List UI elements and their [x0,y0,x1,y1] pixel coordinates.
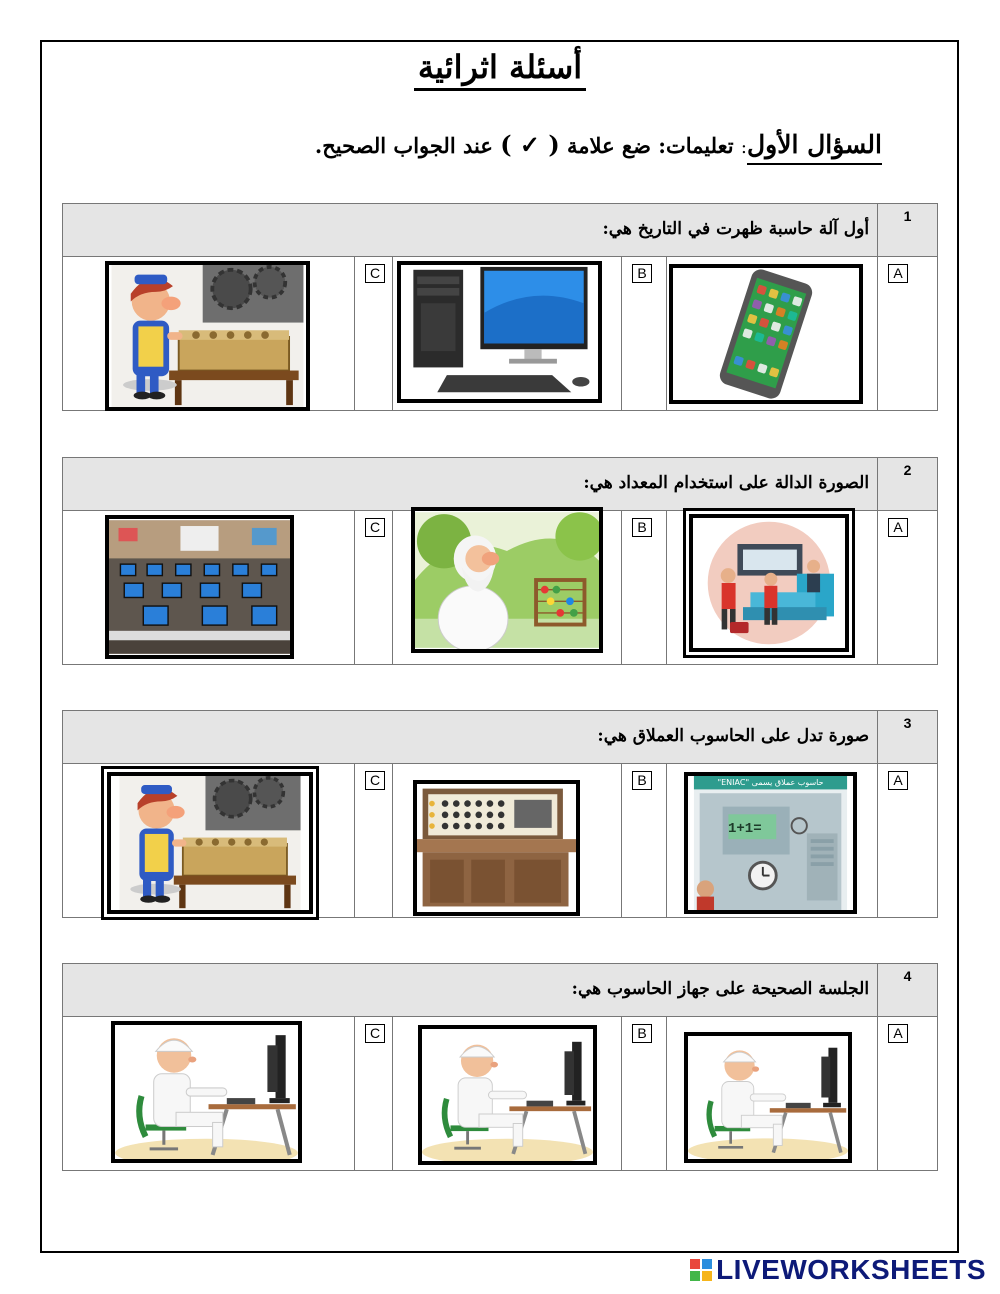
worksheet-title [0,48,1000,86]
eniac-illustration [688,776,853,910]
option-c-label[interactable]: C [365,264,385,283]
option-c-image-cell[interactable] [63,257,355,411]
option-a-check-cell[interactable] [878,257,938,411]
sitting-posture-image[interactable] [111,1021,302,1163]
eniac-caption: حاسوب عملاق يسمى "ENIAC" [717,778,824,787]
computer-lab-image[interactable] [105,515,294,659]
old-computer-console-illustration [417,784,576,912]
sitting-posture-illustration [422,1029,593,1161]
question-text-cell [63,964,878,1017]
options-row [63,511,938,665]
option-a-check-cell[interactable] [878,764,938,918]
liveworksheets-logo [690,1254,986,1286]
option-b-check-cell[interactable] [622,511,667,665]
instruction-line [315,130,882,159]
instruction-text: تعليمات: ضع علامة [567,133,734,158]
desktop-computer-image[interactable] [397,261,602,403]
option-a-label[interactable]: A [888,518,908,537]
options-row [63,764,938,918]
question-text-cell [63,711,878,764]
desktop-computer-illustration [401,265,598,399]
pascal-calculator-image[interactable] [107,772,313,914]
option-a-check-cell[interactable] [878,511,938,665]
question-text: أول آلة حاسبة ظهرت في التاريخ هي: [602,219,870,239]
option-a-image-cell[interactable] [667,764,878,918]
question-number: 2 [903,462,912,478]
option-b-image-cell[interactable] [393,764,622,918]
option-a-check-cell[interactable] [878,1017,938,1171]
options-row [63,1017,938,1171]
checkmark-icon: ( ✓ ) [500,130,560,159]
question-text: الصورة الدالة على استخدام المعداد هي: [583,473,870,493]
option-b-label[interactable]: B [632,1024,652,1043]
question-block-3 [62,710,938,918]
question-text: الجلسة الصحيحة على جهاز الحاسوب هي: [571,979,870,999]
option-b-check-cell[interactable] [622,257,667,411]
question-block-1 [62,203,938,411]
question-text: صورة تدل على الحاسوب العملاق هي: [597,726,870,746]
sitting-posture-image[interactable] [418,1025,597,1165]
option-a-label[interactable]: A [888,264,908,283]
question-number: 3 [903,715,912,731]
option-c-check-cell[interactable] [355,511,393,665]
question-label: السؤال الأول [747,130,882,165]
worksheet-title-text: أسئلة اثرائية [414,48,586,91]
question-header [63,964,938,1017]
option-a-image-cell[interactable] [667,511,878,665]
question-block-4 [62,963,938,1171]
option-a-label[interactable]: A [888,771,908,790]
question-header [63,458,938,511]
option-c-image-cell[interactable] [63,511,355,665]
airport-scanner-image[interactable] [689,514,849,652]
question-text-cell [63,458,878,511]
computer-lab-illustration [109,519,290,655]
abacus-elder-illustration [415,511,599,649]
option-b-image-cell[interactable] [393,1017,622,1171]
abacus-elder-image[interactable] [411,507,603,653]
eniac-image[interactable] [684,772,857,914]
option-b-label[interactable]: B [632,518,652,537]
question-number-cell [878,711,938,764]
option-a-image-cell[interactable] [667,257,878,411]
option-c-label[interactable]: C [365,518,385,537]
question-header [63,204,938,257]
pascal-calculator-image[interactable] [105,261,310,411]
option-b-image-cell[interactable] [393,511,622,665]
question-text-cell [63,204,878,257]
question-number: 4 [903,968,912,984]
option-c-image-cell[interactable] [63,764,355,918]
sitting-posture-image[interactable] [684,1032,852,1163]
option-c-image-cell[interactable] [63,1017,355,1171]
option-c-check-cell[interactable] [355,764,393,918]
question-number-cell [878,964,938,1017]
old-computer-console-image[interactable] [413,780,580,916]
option-b-check-cell[interactable] [622,1017,667,1171]
instruction-colon: : [740,137,747,158]
option-c-check-cell[interactable] [355,1017,393,1171]
question-number: 1 [903,208,912,224]
option-b-label[interactable]: B [632,264,652,283]
smartphone-image[interactable] [669,264,863,404]
option-c-check-cell[interactable] [355,257,393,411]
sitting-posture-illustration [688,1036,848,1159]
airport-scanner-illustration [693,518,845,648]
pascal-calculator-illustration [111,776,309,910]
question-header [63,711,938,764]
option-a-image-cell[interactable] [667,1017,878,1171]
logo-mark-icon [690,1259,712,1281]
smartphone-illustration [673,268,859,400]
option-a-label[interactable]: A [888,1024,908,1043]
logo-text: LIVEWORKSHEETS [716,1254,986,1285]
question-number-cell [878,204,938,257]
question-block-2 [62,457,938,665]
instruction-text-end: عند الجواب الصحيح. [314,133,493,158]
question-number-cell [878,458,938,511]
option-c-label[interactable]: C [365,1024,385,1043]
eniac-sum: 1+1= [728,821,762,837]
option-b-check-cell[interactable] [622,764,667,918]
options-row [63,257,938,411]
option-b-label[interactable]: B [632,771,652,790]
option-c-label[interactable]: C [365,771,385,790]
pascal-calculator-illustration [109,265,306,407]
option-b-image-cell[interactable] [393,257,622,411]
sitting-posture-illustration [115,1025,298,1159]
